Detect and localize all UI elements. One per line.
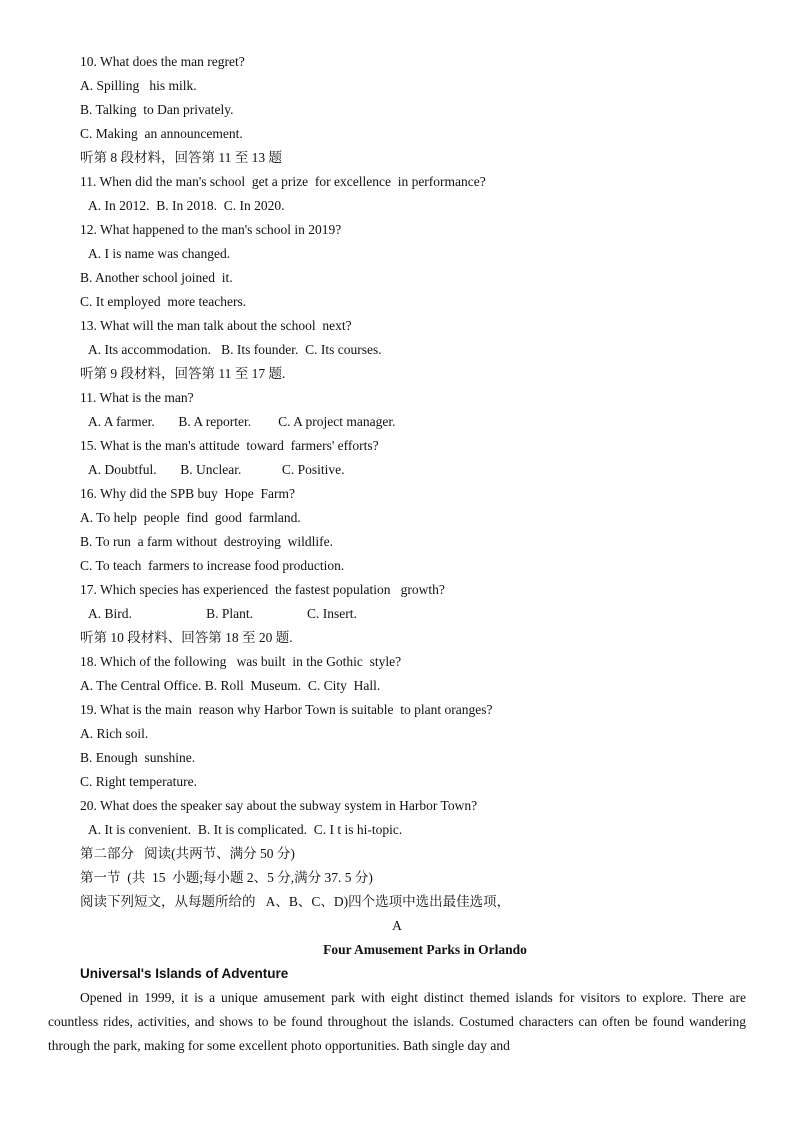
option-12b: B. Another school joined it. <box>80 270 233 285</box>
options-15: A. Doubtful. B. Unclear. C. Positive. <box>88 462 345 477</box>
question-12: 12. What happened to the man's school in 2019? <box>80 222 342 237</box>
question-10: 10. What does the man regret? <box>80 54 245 69</box>
options-13: A. Its accommodation. B. Its founder. C. Its courses. <box>88 342 382 357</box>
options-11: A. In 2012. B. In 2018. C. In 2020. <box>88 198 285 213</box>
question-20: 20. What does the speaker say about the subway system in Harbor Town? <box>80 798 478 813</box>
option-10a: A. Spilling his milk. <box>80 78 197 93</box>
question-17: 17. Which species has experienced the fastest population growth? <box>80 582 445 597</box>
option-19a: A. Rich soil. <box>80 726 149 741</box>
section-letter: A <box>392 918 402 933</box>
options-20: A. It is convenient. B. It is complicated. C. I t is hi-topic. <box>88 822 403 837</box>
option-16a: A. To help people find good farmland. <box>80 510 301 525</box>
question-15: 15. What is the man's attitude toward farmers' efforts? <box>80 438 379 453</box>
article-title: Four Amusement Parks in Orlando <box>323 942 527 957</box>
option-19b: B. Enough sunshine. <box>80 750 196 765</box>
option-16b: B. To run a farm without destroying wildlife. <box>80 534 334 549</box>
option-12a: A. I is name was changed. <box>88 246 231 261</box>
option-16c: C. To teach farmers to increase food production. <box>80 558 345 573</box>
question-16: 16. Why did the SPB buy Hope Farm? <box>80 486 295 501</box>
option-10b: B. Talking to Dan privately. <box>80 102 234 117</box>
section-one-heading: 第一节 (共 15 小题;每小题 2、5 分,满分 37. 5 分) <box>80 870 373 885</box>
option-10c: C. Making an announcement. <box>80 126 243 141</box>
section-instruction-9: 听第 9 段材料，回答第 11 至 17 题. <box>80 366 286 381</box>
option-12c: C. It employed more teachers. <box>80 294 247 309</box>
question-13: 13. What will the man talk about the school next? <box>80 318 352 333</box>
article-subheading: Universal's Islands of Adventure <box>80 966 289 981</box>
section-instruction-8: 听第 8 段材料，回答第 11 至 13 题 <box>80 150 282 165</box>
section-instruction-10: 听第 10 段材料、回答第 18 至 20 题. <box>80 630 293 645</box>
question-11: 11. When did the man's school get a prize for excellence in performance? <box>80 174 486 189</box>
options-17: A. Bird. B. Plant. C. Insert. <box>88 606 357 621</box>
options-18: A. The Central Office. B. Roll Museum. C. City Hall. <box>80 678 381 693</box>
options-14: A. A farmer. B. A reporter. C. A project manager. <box>88 414 396 429</box>
article-paragraph: Opened in 1999, it is a unique amusement park with eight distinct themed islands for visitors to explore. There are countless rides, activities, and shows to be found throughout the islands. Costumed characters can often be found wandering through the park, making for some excellent photo opportunities. Bath single day and <box>48 990 746 1053</box>
question-19: 19. What is the main reason why Harbor Town is suitable to plant oranges? <box>80 702 493 717</box>
reading-instruction: 阅读下列短文，从每题所给的 A、B、C、D)四个选项中选出最佳选项， <box>80 894 511 909</box>
part-two-heading: 第二部分 阅读(共两节、满分 50 分) <box>80 846 295 861</box>
question-14: 11. What is the man? <box>80 390 194 405</box>
question-18: 18. Which of the following was built in the Gothic style? <box>80 654 402 669</box>
option-19c: C. Right temperature. <box>80 774 197 789</box>
